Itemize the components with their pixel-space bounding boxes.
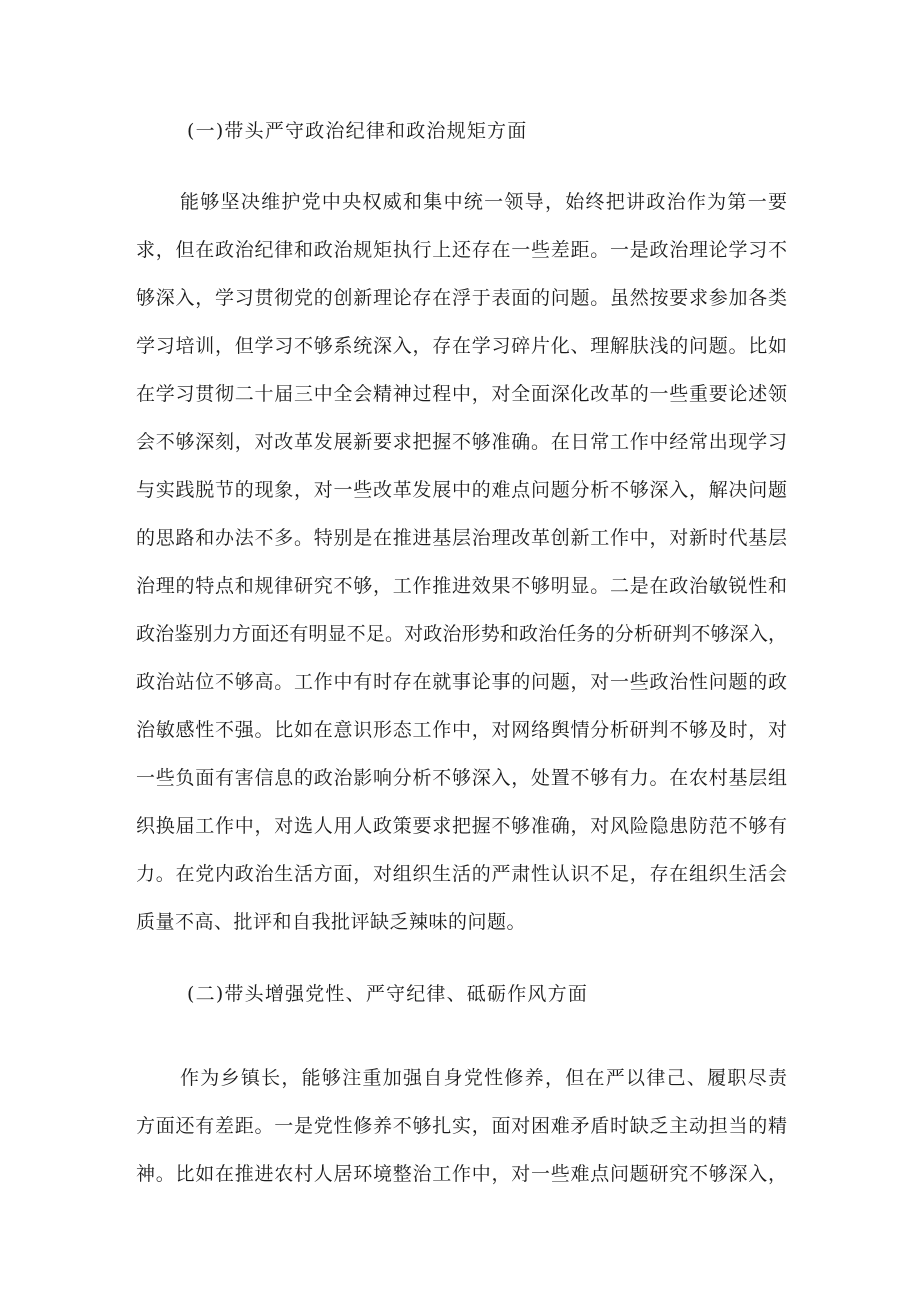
body-paragraph [136, 1054, 787, 1198]
paragraph-line: 作为乡镇长，能够注重加强自身党性修养，但在严以律己、履职尽责 [180, 1067, 787, 1089]
paragraph-line: 的思路和办法不多。特别是在推进基层治理改革创新工作中，对新时代基层 [136, 527, 787, 549]
paragraph-line: 力。在党内政治生活方面，对组织生活的严肃性认识不足，存在组织生活会 [136, 863, 787, 885]
section-heading: (二)带头增强党性、严守纪律、砥砺作风方面 [187, 983, 589, 1005]
paragraph-line: 求，但在政治纪律和政治规矩执行上还存在一些差距。一是政治理论学习不 [136, 239, 787, 261]
paragraph-line: 织换届工作中，对选人用人政策要求把握不够准确，对风险隐患防范不够有 [136, 815, 787, 837]
paragraph-line: 治理的特点和规律研究不够，工作推进效果不够明显。二是在政治敏锐性和 [136, 575, 787, 597]
paragraph-line: 会不够深刻，对改革发展新要求把握不够准确。在日常工作中经常出现学习 [136, 431, 787, 453]
paragraph-line: 方面还有差距。一是党性修养不够扎实，面对困难矛盾时缺乏主动担当的精 [136, 1115, 787, 1137]
paragraph-line: 在学习贯彻二十届三中全会精神过程中，对全面深化改革的一些重要论述领 [136, 383, 787, 405]
paragraph-line: 政治站位不够高。工作中有时存在就事论事的问题，对一些政治性问题的政 [136, 671, 787, 693]
paragraph-line: 能够坚决维护党中央权威和集中统一领导，始终把讲政治作为第一要 [180, 191, 787, 213]
paragraph-line: 治敏感性不强。比如在意识形态工作中，对网络舆情分析研判不够及时，对 [136, 719, 787, 741]
section-heading: (一)带头严守政治纪律和政治规矩方面 [187, 120, 528, 142]
paragraph-line: 学习培训，但学习不够系统深入，存在学习碎片化、理解肤浅的问题。比如 [136, 335, 787, 357]
paragraph-line: 质量不高、批评和自我批评缺乏辣味的问题。 [136, 911, 527, 933]
paragraph-line: 与实践脱节的现象，对一些改革发展中的难点问题分析不够深入，解决问题 [136, 479, 787, 501]
paragraph-line: 一些负面有害信息的政治影响分析不够深入，处置不够有力。在农村基层组 [136, 767, 787, 789]
paragraph-line: 够深入，学习贯彻党的创新理论存在浮于表面的问题。虽然按要求参加各类 [136, 287, 787, 309]
paragraph-line: 神。比如在推进农村人居环境整治工作中，对一些难点问题研究不够深入， [136, 1163, 787, 1185]
body-paragraph [136, 178, 787, 946]
paragraph-line: 政治鉴别力方面还有明显不足。对政治形势和政治任务的分析研判不够深入， [136, 623, 787, 645]
